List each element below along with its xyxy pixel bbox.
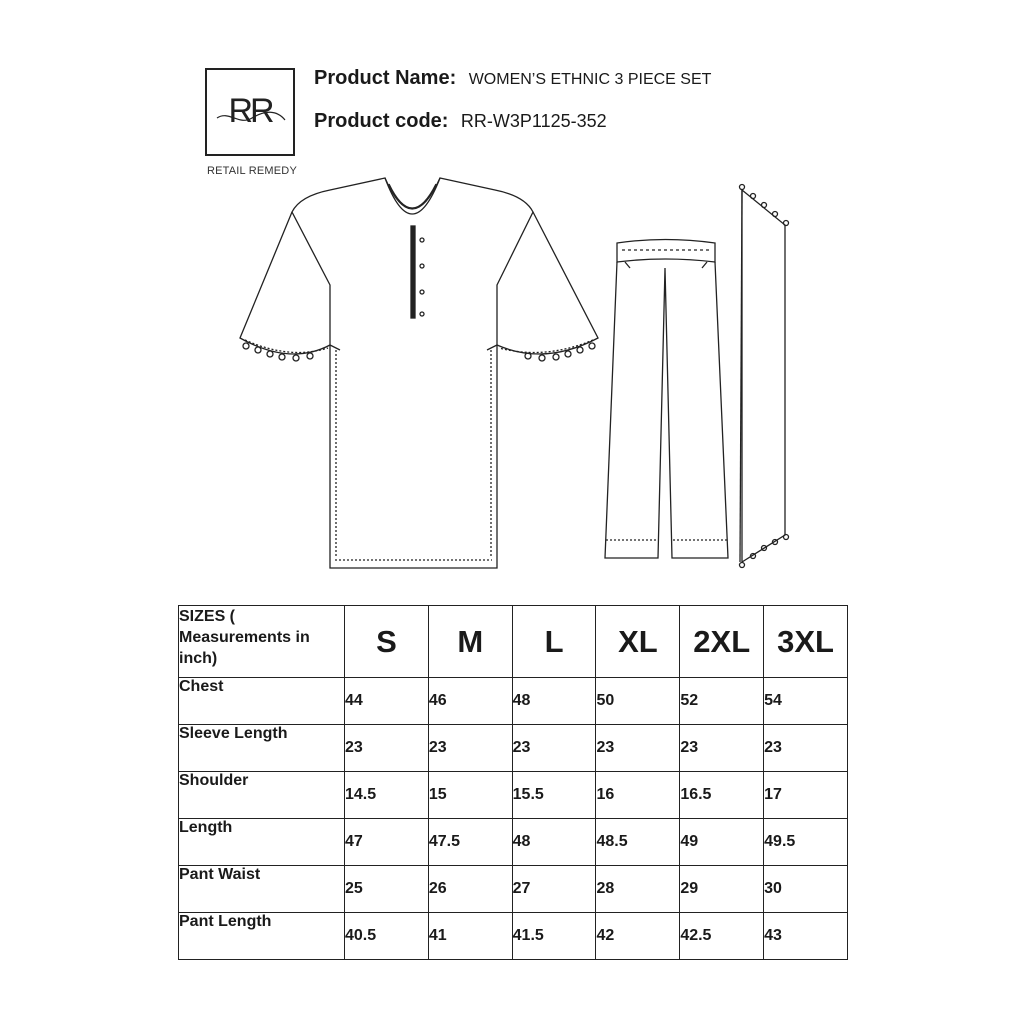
table-row xyxy=(179,913,848,960)
table-cell: 48 xyxy=(512,819,596,866)
product-name-label: Product Name: xyxy=(314,67,457,89)
table-cell: 54 xyxy=(764,678,848,725)
size-corner-label: SIZES ( Measurements in inch) xyxy=(179,606,345,678)
table-cell: 14.5 xyxy=(345,772,429,819)
table-cell: 41 xyxy=(428,913,512,960)
table-row xyxy=(179,678,848,725)
table-cell: 52 xyxy=(680,678,764,725)
table-cell: 25 xyxy=(345,866,429,913)
dupatta-drawing xyxy=(740,185,789,568)
table-cell: 47 xyxy=(345,819,429,866)
product-code-row xyxy=(314,110,607,133)
brand-caption: RETAIL REMEDY xyxy=(206,165,297,177)
table-row xyxy=(179,819,848,866)
table-cell: 48.5 xyxy=(596,819,680,866)
table-row xyxy=(179,772,848,819)
table-cell: 40.5 xyxy=(345,913,429,960)
table-cell: 49.5 xyxy=(764,819,848,866)
size-header-row xyxy=(179,606,848,678)
pants-drawing xyxy=(605,240,728,559)
brand-logo xyxy=(205,68,295,156)
table-cell: 46 xyxy=(428,678,512,725)
size-header-s: S xyxy=(345,606,429,678)
table-cell: 23 xyxy=(680,725,764,772)
table-cell: 49 xyxy=(680,819,764,866)
table-cell: 23 xyxy=(428,725,512,772)
size-header-xl: XL xyxy=(596,606,680,678)
table-cell: 48 xyxy=(512,678,596,725)
table-cell: 44 xyxy=(345,678,429,725)
row-label: Pant Length xyxy=(179,913,345,960)
row-label: Pant Waist xyxy=(179,866,345,913)
row-label: Length xyxy=(179,819,345,866)
size-header-2xl: 2XL xyxy=(680,606,764,678)
size-header-3xl: 3XL xyxy=(764,606,848,678)
product-name-row xyxy=(314,67,711,90)
brand-monogram xyxy=(207,70,293,154)
table-cell: 15.5 xyxy=(512,772,596,819)
row-label: Shoulder xyxy=(179,772,345,819)
table-cell: 27 xyxy=(512,866,596,913)
table-cell: 43 xyxy=(764,913,848,960)
product-code-label: Product code: xyxy=(314,110,449,132)
size-header-m: M xyxy=(428,606,512,678)
kurta-drawing xyxy=(240,178,598,568)
table-cell: 17 xyxy=(764,772,848,819)
product-code-value: RR-W3P1125-352 xyxy=(460,111,607,131)
size-chart-table xyxy=(178,605,848,960)
table-cell: 23 xyxy=(764,725,848,772)
table-row xyxy=(179,725,848,772)
table-cell: 42.5 xyxy=(680,913,764,960)
table-cell: 28 xyxy=(596,866,680,913)
row-label: Sleeve Length xyxy=(179,725,345,772)
table-cell: 15 xyxy=(428,772,512,819)
table-cell: 47.5 xyxy=(428,819,512,866)
table-cell: 23 xyxy=(512,725,596,772)
table-cell: 29 xyxy=(680,866,764,913)
table-cell: 50 xyxy=(596,678,680,725)
table-cell: 30 xyxy=(764,866,848,913)
table-cell: 16.5 xyxy=(680,772,764,819)
table-cell: 23 xyxy=(345,725,429,772)
table-row xyxy=(179,866,848,913)
product-name-value: WOMEN’S ETHNIC 3 PIECE SET xyxy=(468,71,712,88)
table-cell: 26 xyxy=(428,866,512,913)
row-label: Chest xyxy=(179,678,345,725)
svg-text:RR: RR xyxy=(228,92,272,130)
table-cell: 16 xyxy=(596,772,680,819)
table-cell: 41.5 xyxy=(512,913,596,960)
table-cell: 23 xyxy=(596,725,680,772)
table-cell: 42 xyxy=(596,913,680,960)
size-header-l: L xyxy=(512,606,596,678)
